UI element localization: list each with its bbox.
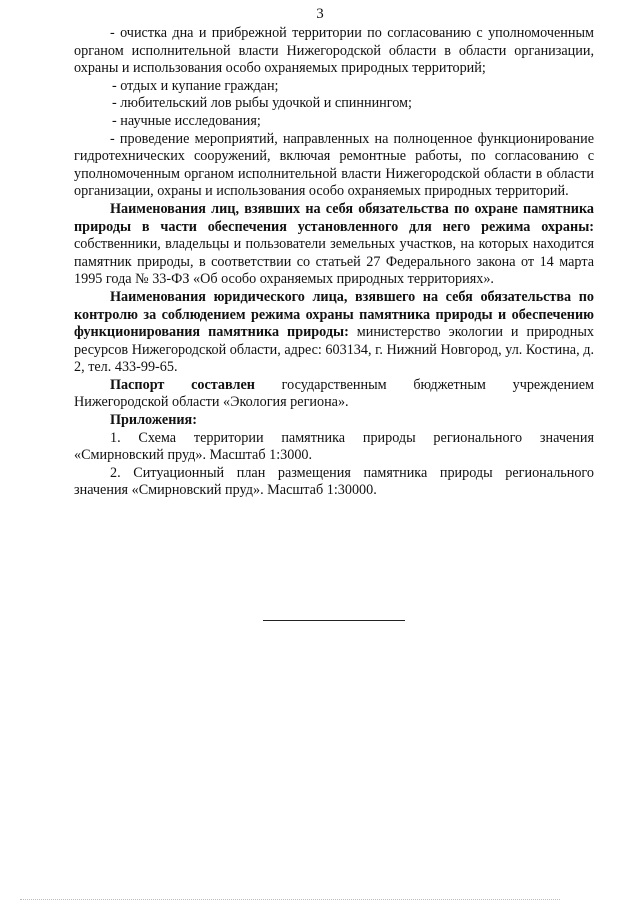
list-item-cleaning: - очистка дна и прибрежной территории по согласованию с уполномоченным органом исполнительной власти Нижегородской области в области организации, охраны и использования особо охраняемых природных территорий; xyxy=(74,25,594,77)
control-text: министерство экологии и природных ресурсов Нижегородской области, адрес: 603134, г. Нижний Новгород, ул. Костина, д. 2, тел. 433-99-65. xyxy=(74,324,594,376)
passport-text: государственным бюджетным учреждением Нижегородской области «Экология региона». xyxy=(74,376,594,411)
control-heading: Наименования юридического лица, взявшего на себя обязательства по контролю за соблюдением режима охраны памятника природы и обеспечению функционирования памятника природы: xyxy=(74,288,594,341)
control-paragraph xyxy=(74,289,594,377)
appendix-item-1: 1. Схема территории памятника природы регионального значения «Смирновский пруд». Масштаб 1:3000. xyxy=(74,429,594,464)
appendices-heading: Приложения: xyxy=(110,412,197,429)
document-body xyxy=(74,25,594,500)
protection-paragraph xyxy=(74,201,594,289)
page-number: 3 xyxy=(316,6,324,22)
scan-edge-line xyxy=(20,899,560,900)
protection-text: собственники, владельцы и пользователи земельных участков, на которых находится памятник природы, в соответствии со статьей 27 Федерального закона от 14 марта 1995 года № 33-ФЗ «Об особо охраняемых природных территориях». xyxy=(74,236,594,288)
passport-heading: Паспорт составлен xyxy=(110,376,255,393)
list-item-recreation: - отдых и купание граждан; xyxy=(112,77,279,94)
protection-heading: Наименования лиц, взявших на себя обязательства по охране памятника природы в части обеспечения установленного для него режима охраны: xyxy=(74,200,594,235)
appendix-item-2: 2. Ситуационный план размещения памятника природы регионального значения «Смирновский пруд». Масштаб 1:30000. xyxy=(74,464,594,499)
list-item-hydro-works: - проведение мероприятий, направленных на полноценное функционирование гидротехнических сооружений, включая ремонтные работы, по согласованию с уполномоченным органом исполнительной власти Нижегородской области в области организации, охраны и использования особо охраняемых природных территорий. xyxy=(74,130,594,200)
end-divider-line xyxy=(263,620,405,621)
list-item-research: - научные исследования; xyxy=(112,112,261,129)
passport-paragraph xyxy=(74,377,594,412)
list-item-fishing: - любительский лов рыбы удочкой и спиннингом; xyxy=(112,95,412,112)
